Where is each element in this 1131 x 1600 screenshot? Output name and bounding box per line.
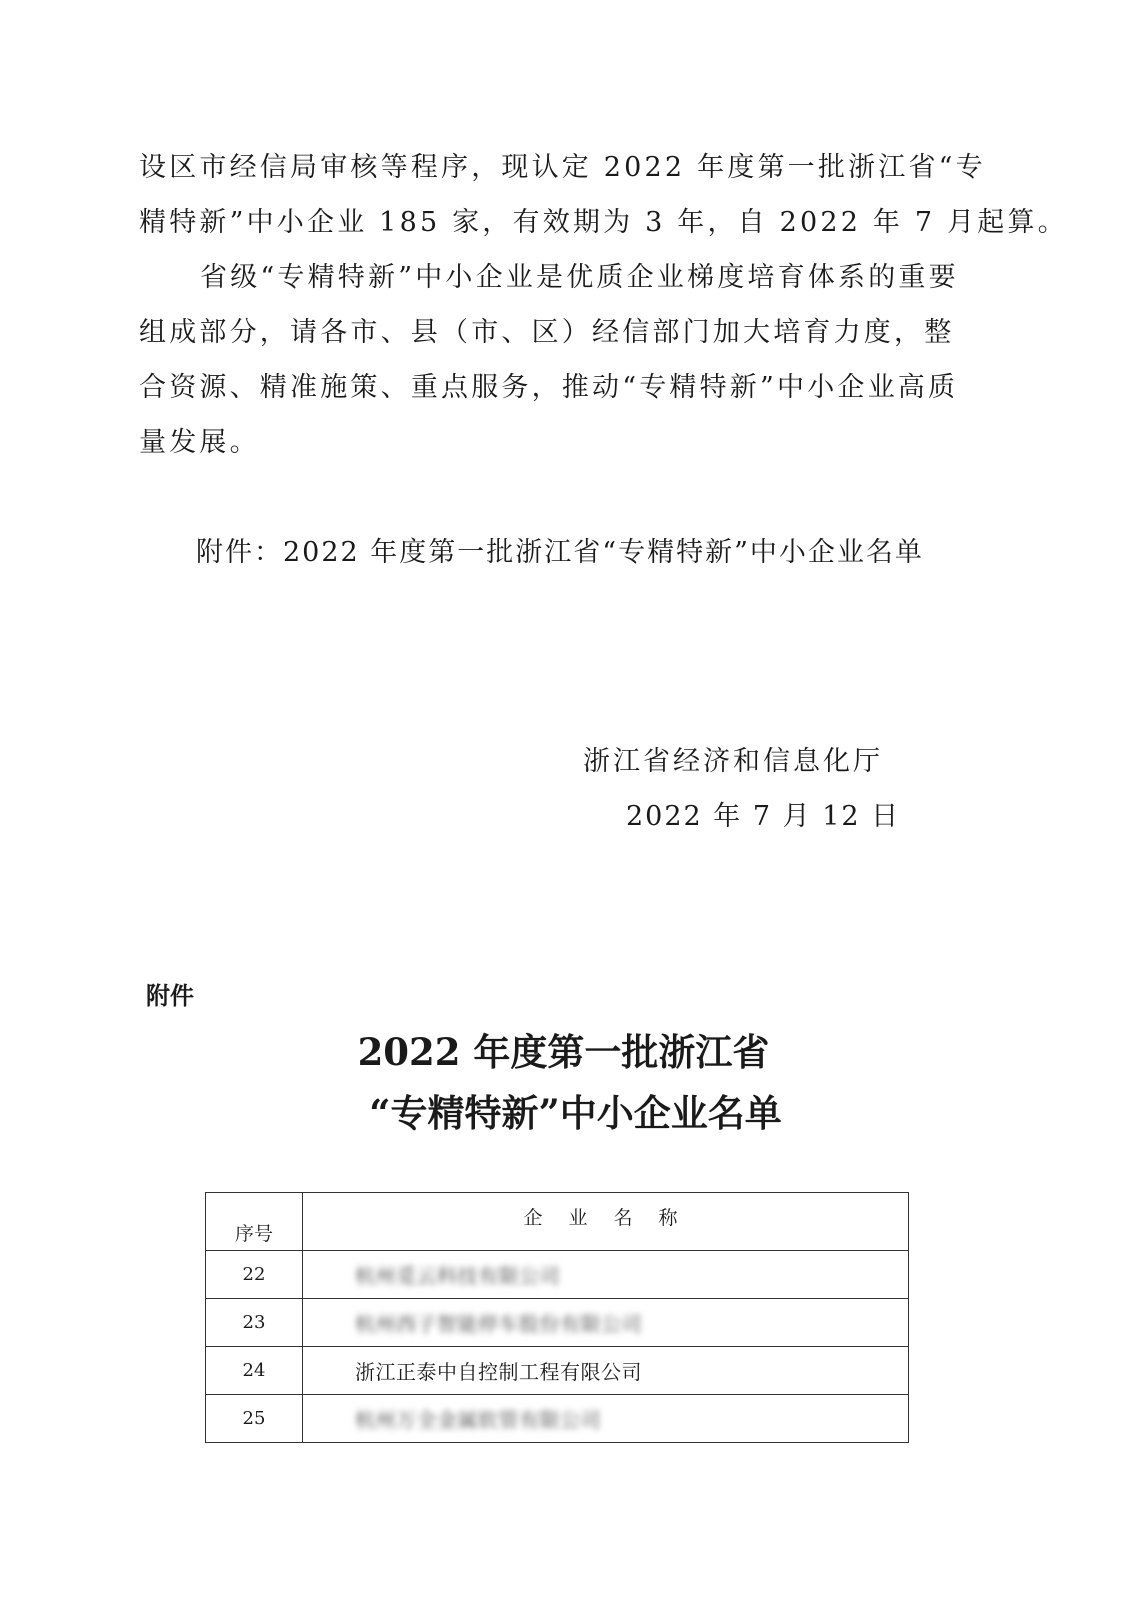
header-seq: 序号 [206, 1193, 303, 1251]
body-line-3: 省级“专精特新”中小企业是优质企业梯度培育体系的重要 [200, 262, 959, 293]
row-number: 25 [206, 1395, 303, 1443]
body-line-6: 量发展。 [139, 427, 260, 458]
company-name-cell [303, 1299, 909, 1347]
company-name-cell [303, 1251, 909, 1299]
table-row [206, 1395, 909, 1443]
table-row [206, 1299, 909, 1347]
header-company-name: 企 业 名 称 [303, 1193, 909, 1251]
enterprise-list-table [205, 1192, 909, 1443]
table-row [206, 1251, 909, 1299]
company-name-cell [303, 1395, 909, 1443]
attachment-label: 附件 [146, 982, 194, 1010]
company-name: 浙江正泰中自控制工程有限公司 [355, 1360, 642, 1384]
list-title-line-2: “专精特新”中小企业名单 [369, 1091, 782, 1135]
body-line-4: 组成部分，请各市、县（市、区）经信部门加大培育力度，整 [139, 317, 955, 348]
row-number: 24 [206, 1347, 303, 1395]
body-line-2: 精特新”中小企业 185 家，有效期为 3 年，自 2022 年 7 月起算。 [139, 207, 1068, 238]
attachment-note: 附件：2022 年度第一批浙江省“专精特新”中小企业名单 [196, 537, 924, 568]
row-number: 22 [206, 1251, 303, 1299]
company-name-blurred: 杭州万全金属软管有限公司 [355, 1408, 601, 1432]
body-line-5: 合资源、精准施策、重点服务，推动“专精特新”中小企业高质 [139, 372, 959, 403]
table-row [206, 1347, 909, 1395]
table-header-row [206, 1193, 909, 1251]
company-name-blurred: 杭州西子智能停车股份有限公司 [355, 1312, 642, 1336]
company-name-cell [303, 1347, 909, 1395]
signature-org: 浙江省经济和信息化厅 [583, 746, 883, 777]
row-number: 23 [206, 1299, 303, 1347]
company-name-blurred: 杭州觅云科技有限公司 [355, 1264, 560, 1288]
signature-date: 2022 年 7 月 12 日 [626, 801, 901, 832]
body-line-1: 设区市经信局审核等程序，现认定 2022 年度第一批浙江省“专 [139, 152, 986, 183]
list-title-line-1: 2022 年度第一批浙江省 [357, 1030, 770, 1074]
